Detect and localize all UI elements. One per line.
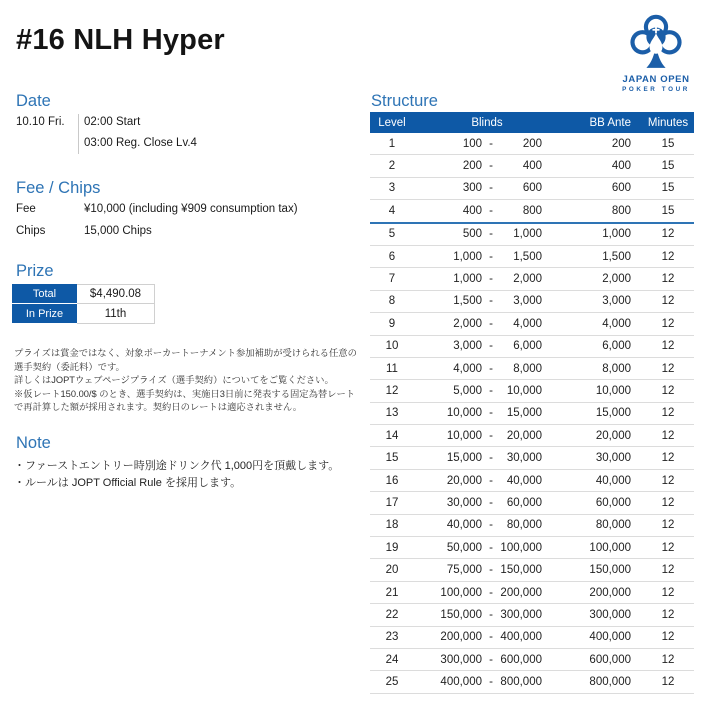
blinds-separator: - <box>489 295 493 308</box>
cell-level: 24 <box>385 653 399 666</box>
structure-row <box>370 515 694 537</box>
blinds-separator: - <box>489 676 493 689</box>
cell-level: 14 <box>385 429 399 442</box>
cell-bb-ante: 200 <box>611 137 631 150</box>
structure-row <box>370 358 694 380</box>
note-item: ・ルールは JOPT Official Rule を採用します。 <box>14 476 242 489</box>
cell-big-blind: 6,000 <box>513 340 542 353</box>
cell-small-blind: 4,000 <box>453 362 482 375</box>
cell-minutes: 12 <box>661 541 675 554</box>
cell-big-blind: 100,000 <box>500 541 542 554</box>
cell-bb-ante: 300,000 <box>589 608 631 621</box>
cell-bb-ante: 400,000 <box>589 631 631 644</box>
cell-big-blind: 800 <box>522 204 542 217</box>
prize-section-heading: Prize <box>16 262 54 280</box>
cell-minutes: 12 <box>661 250 675 263</box>
prize-table <box>12 284 155 324</box>
cell-small-blind: 2,000 <box>453 317 482 330</box>
cell-level: 2 <box>388 160 396 173</box>
cell-big-blind: 400 <box>522 160 542 173</box>
cell-small-blind: 15,000 <box>446 452 482 465</box>
cell-small-blind: 500 <box>462 228 482 241</box>
disclaimer-line-2: 詳しくはJOPTウェブページプライズ（選手契約）についてをご覧ください。 <box>14 375 334 386</box>
cell-minutes: 12 <box>661 586 675 599</box>
cell-small-blind: 20,000 <box>446 474 482 487</box>
structure-row <box>370 671 694 693</box>
note-section-heading: Note <box>16 434 51 452</box>
cell-small-blind: 5,000 <box>453 384 482 397</box>
cell-bb-ante: 2,000 <box>602 273 631 286</box>
club-logo-icon <box>624 10 688 72</box>
cell-small-blind: 10,000 <box>446 429 482 442</box>
blinds-separator: - <box>489 496 493 509</box>
chips-label: Chips <box>16 225 46 237</box>
cell-bb-ante: 80,000 <box>595 519 631 532</box>
cell-level: 10 <box>385 340 399 353</box>
prize-row-total <box>12 284 155 304</box>
blinds-separator: - <box>489 228 493 241</box>
cell-small-blind: 200 <box>462 160 482 173</box>
cell-small-blind: 30,000 <box>446 496 482 509</box>
structure-row <box>370 133 694 155</box>
structure-row <box>370 313 694 335</box>
cell-small-blind: 100,000 <box>440 586 482 599</box>
structure-row <box>370 470 694 492</box>
reg-close-time: 03:00 Reg. Close Lv.4 <box>84 137 197 149</box>
blinds-separator: - <box>489 541 493 554</box>
date-value: 10.10 Fri. <box>16 116 65 128</box>
blinds-separator: - <box>489 474 493 487</box>
cell-minutes: 12 <box>661 407 675 420</box>
blinds-separator: - <box>489 273 493 286</box>
structure-row <box>370 582 694 604</box>
start-time: 02:00 Start <box>84 116 141 128</box>
blinds-separator: - <box>489 452 493 465</box>
blinds-separator: - <box>489 204 493 217</box>
cell-bb-ante: 30,000 <box>595 452 631 465</box>
blinds-separator: - <box>489 429 493 442</box>
cell-big-blind: 600,000 <box>500 653 542 666</box>
structure-row <box>370 604 694 626</box>
blinds-separator: - <box>489 317 493 330</box>
cell-small-blind: 40,000 <box>446 519 482 532</box>
date-divider <box>78 114 79 154</box>
cell-big-blind: 20,000 <box>506 429 542 442</box>
structure-row <box>370 537 694 559</box>
cell-small-blind: 200,000 <box>440 631 482 644</box>
structure-row <box>370 268 694 290</box>
cell-minutes: 12 <box>661 496 675 509</box>
cell-bb-ante: 6,000 <box>602 340 631 353</box>
cell-minutes: 15 <box>661 160 675 173</box>
blinds-separator: - <box>489 407 493 420</box>
cell-level: 17 <box>385 496 399 509</box>
cell-small-blind: 3,000 <box>453 340 482 353</box>
cell-big-blind: 4,000 <box>513 317 542 330</box>
page-title: #16 NLH Hyper <box>16 24 225 56</box>
cell-minutes: 12 <box>661 429 675 442</box>
prize-total-label: Total <box>12 284 77 304</box>
cell-bb-ante: 800,000 <box>589 676 631 689</box>
cell-big-blind: 400,000 <box>500 631 542 644</box>
blinds-separator: - <box>489 362 493 375</box>
disclaimer-line-3: ※仮レート150.00/$ のとき、選手契約は、実施日3日前に発表する固定為替レートで再計算した額が採用されます。契約日のレートは適応されません。 <box>14 388 356 413</box>
cell-bb-ante: 600,000 <box>589 653 631 666</box>
cell-bb-ante: 1,500 <box>602 250 631 263</box>
cell-big-blind: 60,000 <box>506 496 542 509</box>
cell-big-blind: 10,000 <box>506 384 542 397</box>
structure-row <box>370 403 694 425</box>
fee-value: ¥10,000 (including ¥909 consumption tax) <box>84 203 298 215</box>
structure-row <box>370 649 694 671</box>
cell-level: 16 <box>385 474 399 487</box>
cell-big-blind: 3,000 <box>513 295 542 308</box>
japan-open-poker-tour-logo <box>610 10 702 93</box>
cell-level: 12 <box>385 384 399 397</box>
blinds-separator: - <box>489 182 493 195</box>
cell-minutes: 12 <box>661 228 675 241</box>
blinds-separator: - <box>489 340 493 353</box>
structure-row <box>370 200 694 223</box>
cell-small-blind: 50,000 <box>446 541 482 554</box>
cell-big-blind: 30,000 <box>506 452 542 465</box>
structure-table-rows <box>370 133 694 694</box>
cell-minutes: 12 <box>661 519 675 532</box>
column-header-bb-ante: BB Ante <box>589 116 631 129</box>
cell-minutes: 12 <box>661 452 675 465</box>
cell-big-blind: 600 <box>522 182 542 195</box>
cell-minutes: 12 <box>661 608 675 621</box>
cell-level: 18 <box>385 519 399 532</box>
blinds-separator: - <box>489 384 493 397</box>
cell-small-blind: 100 <box>462 137 482 150</box>
cell-level: 20 <box>385 564 399 577</box>
disclaimer-line-1: プライズは賞金ではなく、対象ポーカートーナメント参加補助が受けられる任意の選手契約（委託料）です。 <box>14 348 357 372</box>
cell-bb-ante: 4,000 <box>602 317 631 330</box>
cell-bb-ante: 200,000 <box>589 586 631 599</box>
cell-small-blind: 1,000 <box>453 250 482 263</box>
cell-minutes: 15 <box>661 182 675 195</box>
note-list <box>14 458 339 491</box>
cell-bb-ante: 8,000 <box>602 362 631 375</box>
cell-bb-ante: 400 <box>611 160 631 173</box>
blinds-separator: - <box>489 564 493 577</box>
cell-level: 7 <box>388 273 396 286</box>
cell-small-blind: 1,500 <box>453 295 482 308</box>
cell-big-blind: 40,000 <box>506 474 542 487</box>
cell-small-blind: 400,000 <box>440 676 482 689</box>
structure-row <box>370 291 694 313</box>
cell-big-blind: 800,000 <box>500 676 542 689</box>
cell-small-blind: 150,000 <box>440 608 482 621</box>
cell-small-blind: 75,000 <box>446 564 482 577</box>
cell-level: 3 <box>388 182 396 195</box>
column-header-minutes: Minutes <box>647 116 689 129</box>
cell-level: 19 <box>385 541 399 554</box>
cell-minutes: 12 <box>661 317 675 330</box>
cell-minutes: 15 <box>661 204 675 217</box>
cell-bb-ante: 1,000 <box>602 228 631 241</box>
structure-row <box>370 492 694 514</box>
structure-row <box>370 447 694 469</box>
cell-bb-ante: 60,000 <box>595 496 631 509</box>
cell-small-blind: 400 <box>462 204 482 217</box>
blinds-separator: - <box>489 250 493 263</box>
cell-big-blind: 1,000 <box>513 228 542 241</box>
cell-level: 15 <box>385 452 399 465</box>
blinds-separator: - <box>489 631 493 644</box>
structure-row <box>370 155 694 177</box>
cell-minutes: 12 <box>661 676 675 689</box>
cell-bb-ante: 150,000 <box>589 564 631 577</box>
cell-bb-ante: 10,000 <box>595 384 631 397</box>
cell-level: 1 <box>388 137 396 150</box>
structure-section-heading: Structure <box>371 92 438 110</box>
blinds-separator: - <box>489 653 493 666</box>
cell-bb-ante: 40,000 <box>595 474 631 487</box>
note-item: ・ファーストエントリー時別途ドリンク代 1,000円を頂戴します。 <box>14 460 340 472</box>
structure-row <box>370 178 694 200</box>
cell-small-blind: 10,000 <box>446 407 482 420</box>
cell-big-blind: 150,000 <box>500 564 542 577</box>
prize-total-value: $4,490.08 <box>77 284 155 304</box>
prize-disclaimer <box>14 347 360 415</box>
structure-row <box>370 627 694 649</box>
prize-in-prize-label: In Prize <box>12 304 77 324</box>
cell-level: 11 <box>386 362 398 375</box>
logo-text-line2: POKER TOUR <box>622 86 690 93</box>
cell-small-blind: 1,000 <box>453 273 482 286</box>
cell-big-blind: 200,000 <box>500 586 542 599</box>
fee-label: Fee <box>16 203 36 215</box>
cell-level: 25 <box>385 676 399 689</box>
date-section-heading: Date <box>16 92 51 110</box>
cell-bb-ante: 600 <box>611 182 631 195</box>
cell-level: 8 <box>388 295 396 308</box>
structure-row <box>370 336 694 358</box>
blinds-separator: - <box>489 137 493 150</box>
cell-level: 13 <box>385 407 399 420</box>
blinds-separator: - <box>489 519 493 532</box>
column-header-level: Level <box>378 116 406 129</box>
cell-minutes: 12 <box>661 631 675 644</box>
cell-bb-ante: 3,000 <box>602 295 631 308</box>
fee-chips-section-heading: Fee / Chips <box>16 179 101 197</box>
cell-minutes: 12 <box>661 362 675 375</box>
blinds-separator: - <box>489 586 493 599</box>
cell-minutes: 12 <box>661 474 675 487</box>
cell-small-blind: 300,000 <box>440 653 482 666</box>
structure-row <box>370 380 694 402</box>
structure-row <box>370 425 694 447</box>
cell-bb-ante: 800 <box>611 204 631 217</box>
cell-level: 6 <box>388 250 396 263</box>
cell-big-blind: 300,000 <box>500 608 542 621</box>
cell-level: 5 <box>388 228 396 241</box>
cell-big-blind: 80,000 <box>506 519 542 532</box>
cell-big-blind: 1,500 <box>513 250 542 263</box>
cell-minutes: 12 <box>661 564 675 577</box>
logo-text-line1: JAPAN OPEN <box>622 74 690 85</box>
cell-level: 21 <box>385 586 399 599</box>
cell-minutes: 15 <box>661 137 675 150</box>
cell-big-blind: 200 <box>522 137 542 150</box>
cell-minutes: 12 <box>661 384 675 397</box>
cell-bb-ante: 100,000 <box>589 541 631 554</box>
cell-small-blind: 300 <box>462 182 482 195</box>
cell-level: 22 <box>385 608 399 621</box>
chips-value: 15,000 Chips <box>84 225 152 237</box>
cell-bb-ante: 15,000 <box>595 407 631 420</box>
cell-minutes: 12 <box>661 340 675 353</box>
structure-row <box>370 246 694 268</box>
blinds-separator: - <box>489 160 493 173</box>
cell-big-blind: 15,000 <box>506 407 542 420</box>
cell-level: 9 <box>388 317 396 330</box>
cell-big-blind: 2,000 <box>513 273 542 286</box>
structure-row <box>370 559 694 581</box>
cell-big-blind: 8,000 <box>513 362 542 375</box>
prize-in-prize-value: 11th <box>77 304 155 324</box>
cell-bb-ante: 20,000 <box>595 429 631 442</box>
cell-minutes: 12 <box>661 295 675 308</box>
cell-minutes: 12 <box>661 653 675 666</box>
structure-row <box>370 224 694 246</box>
cell-minutes: 12 <box>661 273 675 286</box>
column-header-blinds: Blinds <box>471 116 503 129</box>
cell-level: 4 <box>388 204 396 217</box>
structure-table-header <box>370 112 694 133</box>
blinds-separator: - <box>489 608 493 621</box>
prize-row-in-prize <box>12 304 155 324</box>
cell-level: 23 <box>385 631 399 644</box>
structure-table <box>370 112 694 694</box>
